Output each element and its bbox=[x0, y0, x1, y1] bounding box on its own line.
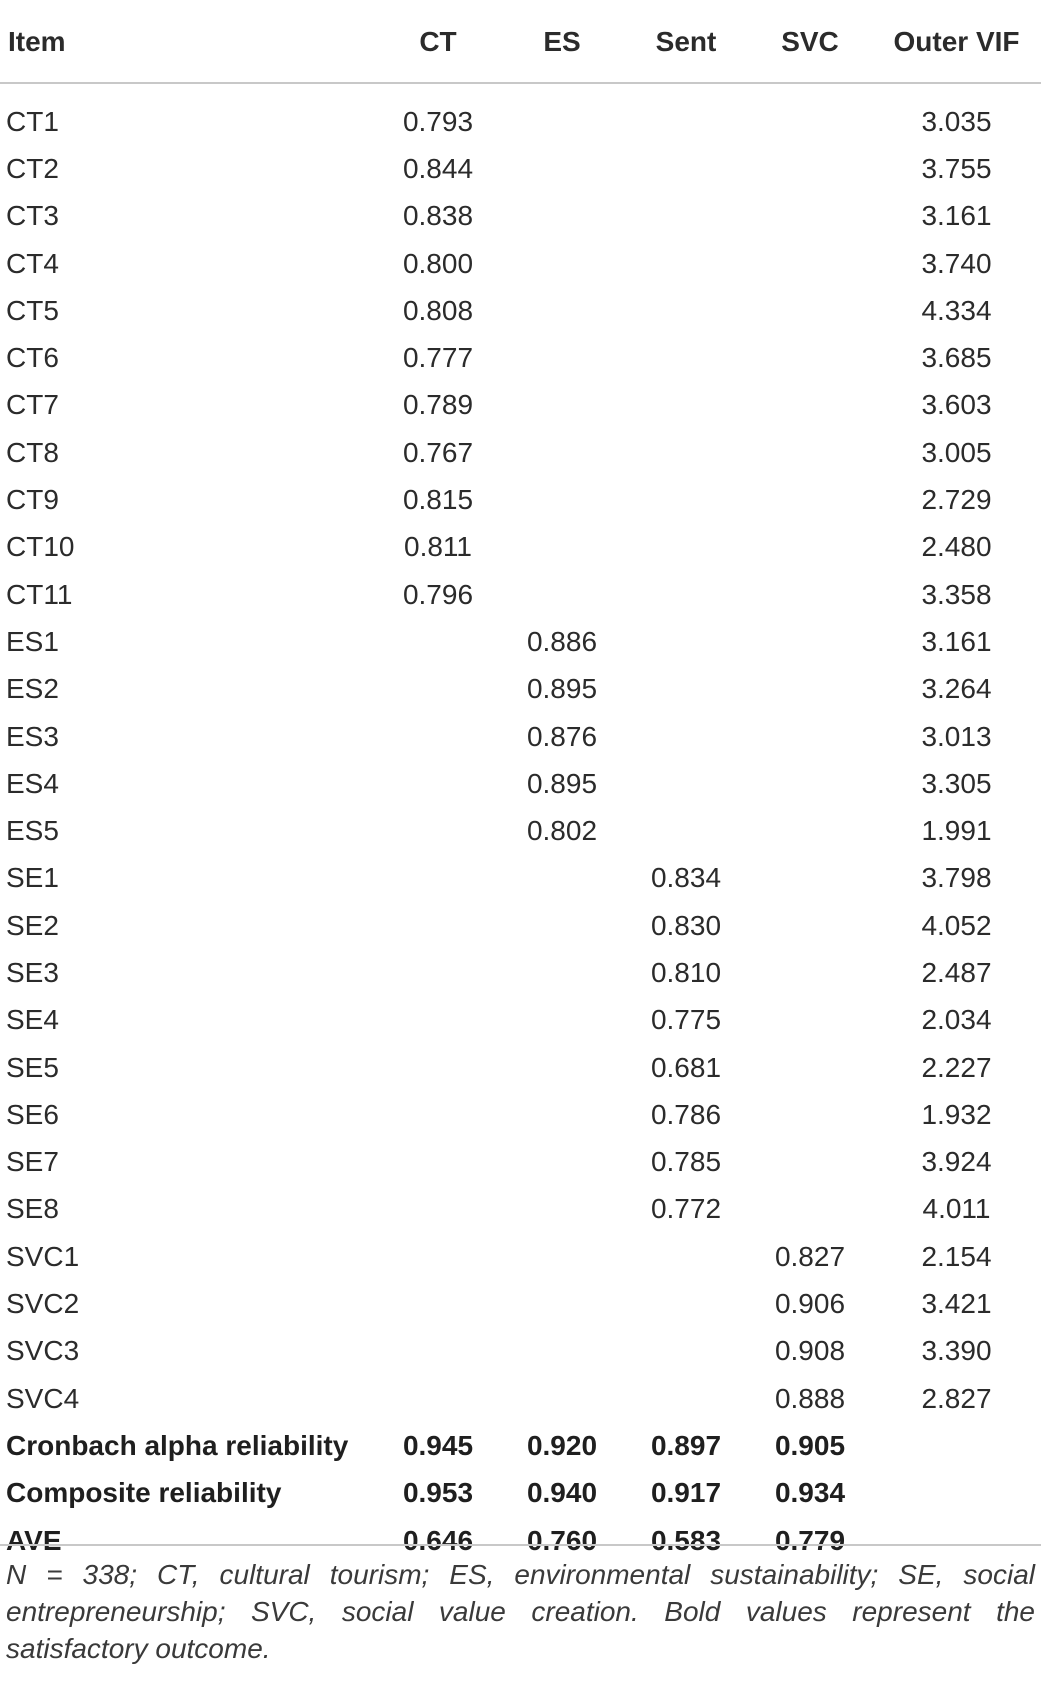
header-ct: CT bbox=[376, 0, 500, 83]
cell-svc bbox=[748, 997, 872, 1044]
cell-sent bbox=[624, 193, 748, 240]
table-row bbox=[0, 713, 1041, 760]
cell-item: SE8 bbox=[6, 1193, 59, 1225]
summary-row bbox=[0, 1422, 1041, 1469]
cell-es bbox=[500, 1375, 624, 1422]
table-row bbox=[0, 240, 1041, 287]
cell-item: CT11 bbox=[6, 578, 73, 610]
header-es: ES bbox=[500, 0, 624, 83]
table-row bbox=[0, 145, 1041, 192]
table-row bbox=[0, 287, 1041, 334]
cell-sent bbox=[624, 1280, 748, 1327]
table-row bbox=[0, 1280, 1041, 1327]
cell-sent bbox=[624, 524, 748, 571]
cell-svc bbox=[748, 476, 872, 523]
cell-sent: 0.775 bbox=[650, 1004, 722, 1036]
cell-ct: 0.838 bbox=[402, 200, 474, 232]
cell-sent bbox=[624, 1233, 748, 1280]
cell-ct bbox=[376, 949, 500, 996]
header-sent: Sent bbox=[624, 0, 748, 83]
cell-svc: 0.905 bbox=[774, 1429, 846, 1461]
cell-item: CT1 bbox=[6, 105, 59, 137]
cell-outer-vif: 2.729 bbox=[921, 484, 992, 516]
cell-sent: 0.834 bbox=[650, 862, 722, 894]
cell-item: ES3 bbox=[6, 720, 59, 752]
cell-es bbox=[500, 855, 624, 902]
cell-item: Composite reliability bbox=[6, 1477, 282, 1509]
cell-svc bbox=[748, 334, 872, 381]
table-row bbox=[0, 1139, 1041, 1186]
cell-svc bbox=[748, 1186, 872, 1233]
cell-item: SE2 bbox=[6, 909, 59, 941]
cell-sent bbox=[624, 1375, 748, 1422]
header-item: Item bbox=[0, 0, 376, 83]
summary-row bbox=[0, 1470, 1041, 1517]
cell-svc bbox=[748, 666, 872, 713]
cell-outer-vif: 3.305 bbox=[921, 767, 992, 799]
cell-outer-vif: 3.390 bbox=[921, 1335, 992, 1367]
cell-es: 0.886 bbox=[526, 625, 598, 657]
cell-ct bbox=[376, 713, 500, 760]
cell-item: CT9 bbox=[6, 484, 59, 516]
cell-ct bbox=[376, 1139, 500, 1186]
cell-es: 0.895 bbox=[526, 673, 598, 705]
cell-item: SE5 bbox=[6, 1051, 59, 1083]
cell-item: AVE bbox=[6, 1524, 62, 1556]
cell-sent: 0.810 bbox=[650, 956, 722, 988]
cell-item: SE4 bbox=[6, 1004, 59, 1036]
table-row bbox=[0, 760, 1041, 807]
cell-svc: 0.908 bbox=[774, 1335, 846, 1367]
cell-ct bbox=[376, 997, 500, 1044]
cell-sent bbox=[624, 83, 748, 145]
cell-item: SVC2 bbox=[6, 1288, 80, 1320]
cell-ct: 0.800 bbox=[402, 247, 474, 279]
cell-outer-vif: 4.011 bbox=[922, 1193, 991, 1225]
cell-outer-vif bbox=[872, 1422, 1041, 1469]
cell-outer-vif: 3.924 bbox=[921, 1146, 992, 1178]
cell-outer-vif: 2.154 bbox=[921, 1240, 992, 1272]
cell-es bbox=[500, 1091, 624, 1138]
cell-svc bbox=[748, 618, 872, 665]
cell-svc: 0.827 bbox=[774, 1240, 846, 1272]
cell-item: SE3 bbox=[6, 956, 59, 988]
cell-ct: 0.646 bbox=[402, 1524, 474, 1556]
cell-svc bbox=[748, 1044, 872, 1091]
cell-sent bbox=[624, 1328, 748, 1375]
cell-es: 0.760 bbox=[526, 1524, 598, 1556]
cell-sent: 0.897 bbox=[650, 1429, 722, 1461]
cell-ct: 0.808 bbox=[402, 294, 474, 326]
cell-sent bbox=[624, 287, 748, 334]
table-row bbox=[0, 618, 1041, 665]
table-body bbox=[0, 83, 1041, 1574]
table-row bbox=[0, 902, 1041, 949]
cell-ct: 0.767 bbox=[402, 436, 474, 468]
cell-svc bbox=[748, 429, 872, 476]
cell-ct bbox=[376, 1328, 500, 1375]
cell-ct bbox=[376, 1186, 500, 1233]
cell-sent bbox=[624, 760, 748, 807]
cell-ct bbox=[376, 618, 500, 665]
cell-sent bbox=[624, 476, 748, 523]
cell-svc bbox=[748, 524, 872, 571]
table-row bbox=[0, 571, 1041, 618]
cell-outer-vif: 1.991 bbox=[921, 815, 992, 847]
cell-item: SE6 bbox=[6, 1098, 59, 1130]
table-row bbox=[0, 476, 1041, 523]
cell-item: SVC4 bbox=[6, 1382, 80, 1414]
cell-sent: 0.583 bbox=[650, 1524, 722, 1556]
cell-es bbox=[500, 1139, 624, 1186]
cell-es: 0.920 bbox=[526, 1429, 598, 1461]
header-outer-vif: Outer VIF bbox=[872, 0, 1041, 83]
cell-sent bbox=[624, 334, 748, 381]
cell-outer-vif: 3.161 bbox=[921, 200, 992, 232]
cell-ct: 0.815 bbox=[402, 484, 474, 516]
cell-es bbox=[500, 571, 624, 618]
cell-sent bbox=[624, 571, 748, 618]
cell-ct: 0.796 bbox=[402, 578, 474, 610]
cell-sent bbox=[624, 240, 748, 287]
cell-svc bbox=[748, 807, 872, 854]
table-row bbox=[0, 997, 1041, 1044]
cell-item: SE7 bbox=[6, 1146, 59, 1178]
cell-svc bbox=[748, 287, 872, 334]
table-row bbox=[0, 193, 1041, 240]
bottom-rule bbox=[0, 1544, 1041, 1546]
cell-svc bbox=[748, 83, 872, 145]
cell-sent: 0.785 bbox=[650, 1146, 722, 1178]
cell-svc bbox=[748, 949, 872, 996]
cell-item: ES1 bbox=[6, 625, 59, 657]
cell-svc bbox=[748, 145, 872, 192]
table-row bbox=[0, 1233, 1041, 1280]
cell-item: CT8 bbox=[6, 436, 59, 468]
table-row bbox=[0, 1186, 1041, 1233]
table-row bbox=[0, 1375, 1041, 1422]
cell-ct: 0.811 bbox=[404, 531, 472, 563]
cell-svc: 0.888 bbox=[774, 1382, 846, 1414]
cell-item: CT6 bbox=[6, 342, 59, 374]
cell-ct bbox=[376, 1233, 500, 1280]
table-row bbox=[0, 1091, 1041, 1138]
cell-outer-vif: 2.487 bbox=[921, 956, 992, 988]
cell-item: ES4 bbox=[6, 767, 59, 799]
cell-outer-vif: 3.013 bbox=[921, 720, 992, 752]
cell-item: ES2 bbox=[6, 673, 59, 705]
cell-svc: 0.906 bbox=[774, 1288, 846, 1320]
cell-es bbox=[500, 193, 624, 240]
cell-es bbox=[500, 240, 624, 287]
header-svc: SVC bbox=[748, 0, 872, 83]
cell-svc bbox=[748, 713, 872, 760]
cell-outer-vif: 3.685 bbox=[921, 342, 992, 374]
cell-svc bbox=[748, 1139, 872, 1186]
cell-ct: 0.777 bbox=[402, 342, 474, 374]
cell-es bbox=[500, 1280, 624, 1327]
cell-ct bbox=[376, 807, 500, 854]
cell-item: SE1 bbox=[6, 862, 59, 894]
cell-ct bbox=[376, 666, 500, 713]
cell-sent bbox=[624, 145, 748, 192]
table-row bbox=[0, 807, 1041, 854]
cell-sent bbox=[624, 713, 748, 760]
cell-es bbox=[500, 949, 624, 996]
cell-es bbox=[500, 476, 624, 523]
table-row bbox=[0, 382, 1041, 429]
cell-sent bbox=[624, 807, 748, 854]
cell-svc bbox=[748, 1091, 872, 1138]
table-footnote: N = 338; CT, cultural tourism; ES, environmental sustainability; SE, social entrepreneurship; SVC, social value creation. Bold values represent the satisfactory outcome. bbox=[6, 1559, 1035, 1664]
cell-ct: 0.789 bbox=[402, 389, 474, 421]
cell-ct: 0.793 bbox=[402, 105, 474, 137]
cell-item: CT4 bbox=[6, 247, 59, 279]
cell-ct bbox=[376, 760, 500, 807]
cell-ct bbox=[376, 1044, 500, 1091]
cell-ct: 0.945 bbox=[402, 1429, 474, 1461]
cell-es bbox=[500, 524, 624, 571]
cell-outer-vif bbox=[872, 1470, 1041, 1517]
table-row bbox=[0, 949, 1041, 996]
cell-es bbox=[500, 287, 624, 334]
cell-es bbox=[500, 145, 624, 192]
cell-es bbox=[500, 1044, 624, 1091]
cell-sent bbox=[624, 382, 748, 429]
cell-outer-vif: 3.421 bbox=[921, 1288, 992, 1320]
table-row bbox=[0, 334, 1041, 381]
table-row bbox=[0, 855, 1041, 902]
cell-outer-vif: 4.052 bbox=[921, 909, 992, 941]
cell-es bbox=[500, 429, 624, 476]
cell-outer-vif: 3.755 bbox=[921, 152, 992, 184]
cell-svc: 0.934 bbox=[774, 1477, 846, 1509]
cell-ct bbox=[376, 1091, 500, 1138]
cell-es bbox=[500, 1233, 624, 1280]
cell-item: Cronbach alpha reliability bbox=[6, 1429, 349, 1461]
cell-sent: 0.917 bbox=[650, 1477, 722, 1509]
cell-sent: 0.681 bbox=[650, 1051, 722, 1083]
cell-sent bbox=[624, 666, 748, 713]
cell-svc bbox=[748, 571, 872, 618]
cell-sent: 0.830 bbox=[650, 909, 722, 941]
cell-es bbox=[500, 1328, 624, 1375]
header-row bbox=[0, 0, 1041, 83]
cell-item: SVC3 bbox=[6, 1335, 80, 1367]
cell-ct bbox=[376, 1375, 500, 1422]
cell-svc: 0.779 bbox=[774, 1524, 846, 1556]
cell-outer-vif: 3.603 bbox=[921, 389, 992, 421]
cell-ct bbox=[376, 855, 500, 902]
table-row bbox=[0, 429, 1041, 476]
cell-es bbox=[500, 1186, 624, 1233]
cell-sent bbox=[624, 429, 748, 476]
cell-sent: 0.786 bbox=[650, 1098, 722, 1130]
cell-sent bbox=[624, 618, 748, 665]
cell-svc bbox=[748, 902, 872, 949]
cell-ct: 0.844 bbox=[402, 152, 474, 184]
cell-outer-vif: 2.827 bbox=[921, 1382, 992, 1414]
cell-outer-vif: 3.035 bbox=[921, 105, 992, 137]
cell-ct bbox=[376, 1280, 500, 1327]
cell-es bbox=[500, 382, 624, 429]
cell-es bbox=[500, 902, 624, 949]
cell-svc bbox=[748, 240, 872, 287]
cell-outer-vif: 3.798 bbox=[921, 862, 992, 894]
cell-es bbox=[500, 334, 624, 381]
cell-ct bbox=[376, 902, 500, 949]
cell-outer-vif: 3.264 bbox=[921, 673, 992, 705]
cell-outer-vif: 1.932 bbox=[921, 1098, 992, 1130]
cell-item: CT2 bbox=[6, 152, 59, 184]
cell-es: 0.876 bbox=[526, 720, 598, 752]
cell-outer-vif: 2.034 bbox=[921, 1004, 992, 1036]
table-row bbox=[0, 1328, 1041, 1375]
cell-svc bbox=[748, 760, 872, 807]
table-row bbox=[0, 1044, 1041, 1091]
table-row bbox=[0, 524, 1041, 571]
cell-item: SVC1 bbox=[6, 1240, 80, 1272]
table-row bbox=[0, 83, 1041, 145]
cell-es: 0.802 bbox=[526, 815, 598, 847]
cell-item: ES5 bbox=[6, 815, 59, 847]
cell-es: 0.895 bbox=[526, 767, 598, 799]
cell-outer-vif: 4.334 bbox=[921, 294, 992, 326]
cell-es bbox=[500, 997, 624, 1044]
cell-outer-vif: 3.740 bbox=[921, 247, 992, 279]
cell-sent: 0.772 bbox=[650, 1193, 722, 1225]
cell-outer-vif: 3.161 bbox=[921, 625, 992, 657]
cell-svc bbox=[748, 382, 872, 429]
cell-item: CT10 bbox=[6, 531, 75, 563]
cell-outer-vif: 3.005 bbox=[921, 436, 992, 468]
cell-outer-vif: 2.227 bbox=[921, 1051, 992, 1083]
cell-item: CT5 bbox=[6, 294, 59, 326]
cell-outer-vif: 3.358 bbox=[921, 578, 992, 610]
cell-svc bbox=[748, 193, 872, 240]
cell-es: 0.940 bbox=[526, 1477, 598, 1509]
cell-es bbox=[500, 83, 624, 145]
cell-item: CT7 bbox=[6, 389, 59, 421]
table-row bbox=[0, 666, 1041, 713]
cell-ct: 0.953 bbox=[402, 1477, 474, 1509]
cell-outer-vif: 2.480 bbox=[921, 531, 992, 563]
cell-svc bbox=[748, 855, 872, 902]
cell-item: CT3 bbox=[6, 200, 59, 232]
